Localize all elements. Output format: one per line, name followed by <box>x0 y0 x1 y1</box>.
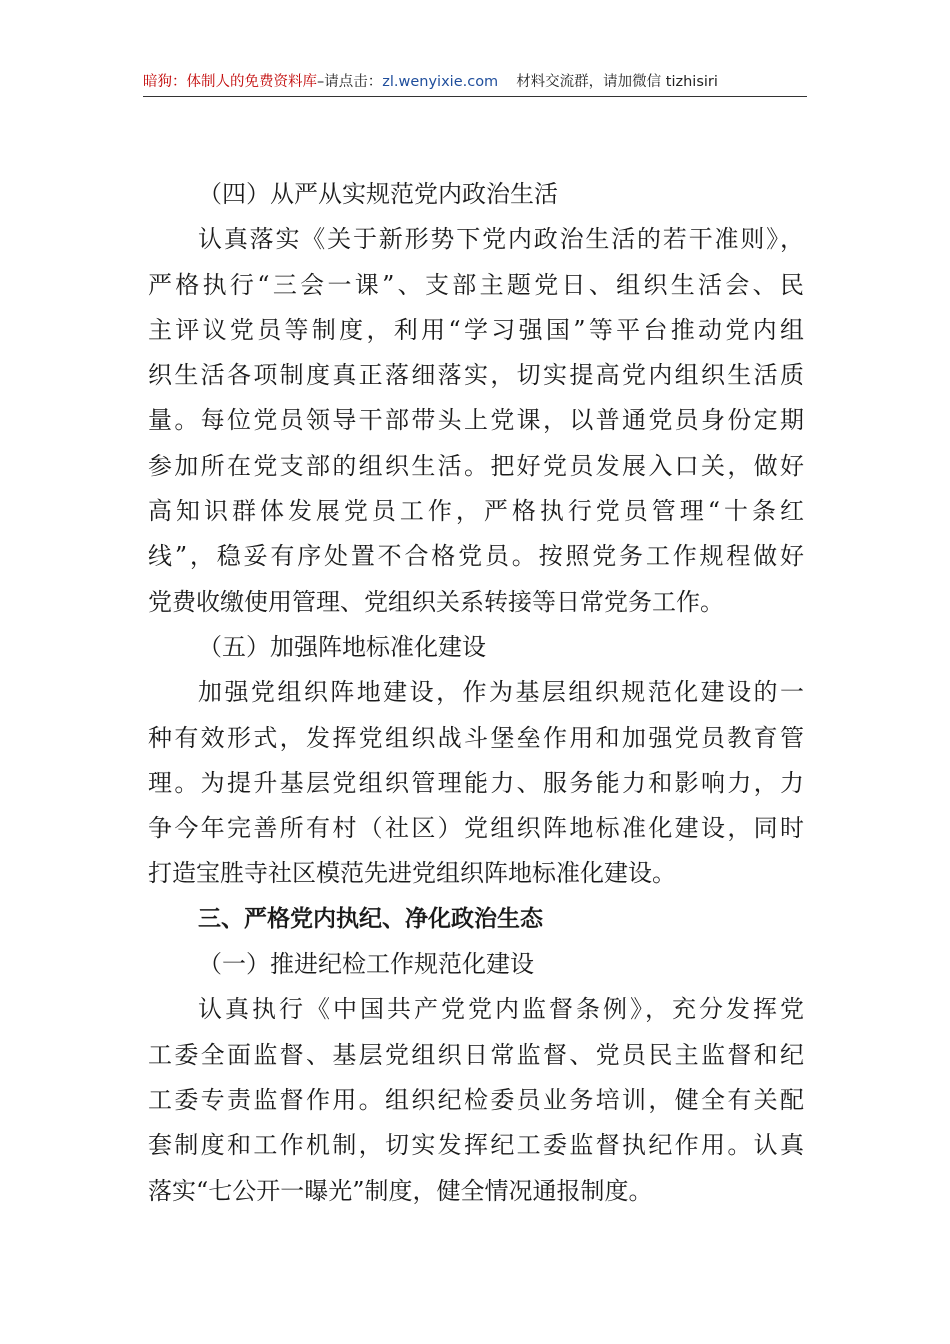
paragraph-line: 线”，稳妥有序处置不合格党员。按照党务工作规程做好 <box>148 542 804 571</box>
paragraph-line: 理。为提升基层党组织管理能力、服务能力和影响力，力 <box>148 768 804 797</box>
header-brand: 暗狗：体制人的免费资料库 <box>143 74 317 90</box>
document-body <box>148 172 804 1214</box>
paragraph-line: 党费收缴使用管理、党组织关系转接等日常党务工作。 <box>148 587 724 616</box>
page-header <box>143 68 807 96</box>
paragraph-line: 主评议党员等制度，利用“学习强国”等平台推动党内组 <box>148 315 804 344</box>
section-heading: （一）推进纪检工作规范化建设 <box>198 950 534 979</box>
paragraph-line: 织生活各项制度真正落细落实，切实提高党内组织生活质 <box>148 361 804 390</box>
paragraph-line: 量。每位党员领导干部带头上党课，以普通党员身份定期 <box>148 406 804 435</box>
paragraph-line: 种有效形式，发挥党组织战斗堡垒作用和加强党员教育管 <box>148 723 804 752</box>
paragraph-line: 参加所在党支部的组织生活。把好党员发展入口关，做好 <box>148 451 804 480</box>
header-click-prompt: –请点击： <box>317 74 383 90</box>
paragraph-line: 工委专责监督作用。组织纪检委员业务培训，健全有关配 <box>148 1085 804 1114</box>
paragraph-line: 落实“七公开一曝光”制度，健全情况通报制度。 <box>148 1176 653 1205</box>
header-url-link[interactable]: zl.wenyixie.com <box>382 74 499 90</box>
paragraph-line: 认真执行《中国共产党党内监督条例》，充分发挥党 <box>198 995 804 1024</box>
header-divider <box>143 96 807 97</box>
paragraph-line: 严格执行“三会一课”、支部主题党日、组织生活会、民 <box>148 270 804 299</box>
paragraph-line: 加强党组织阵地建设，作为基层组织规范化建设的一 <box>198 678 804 707</box>
paragraph-line: 套制度和工作机制，切实发挥纪工委监督执纪作用。认真 <box>148 1131 804 1160</box>
paragraph-line: 争今年完善所有村（社区）党组织阵地标准化建设，同时 <box>148 814 804 843</box>
section-heading: （四）从严从实规范党内政治生活 <box>198 180 558 208</box>
header-group-note: 材料交流群，请加微信 tizhisiri <box>516 74 718 90</box>
paragraph-line: 打造宝胜寺社区模范先进党组织阵地标准化建设。 <box>148 859 676 888</box>
chapter-heading: 三、严格党内执纪、净化政治生态 <box>198 905 543 932</box>
paragraph-line: 高知识群体发展党员工作，严格执行党员管理“十条红 <box>148 497 804 526</box>
section-heading: （五）加强阵地标准化建设 <box>198 632 486 661</box>
paragraph-line: 认真落实《关于新形势下党内政治生活的若干准则》， <box>198 225 804 254</box>
paragraph-line: 工委全面监督、基层党组织日常监督、党员民主监督和纪 <box>148 1040 804 1069</box>
